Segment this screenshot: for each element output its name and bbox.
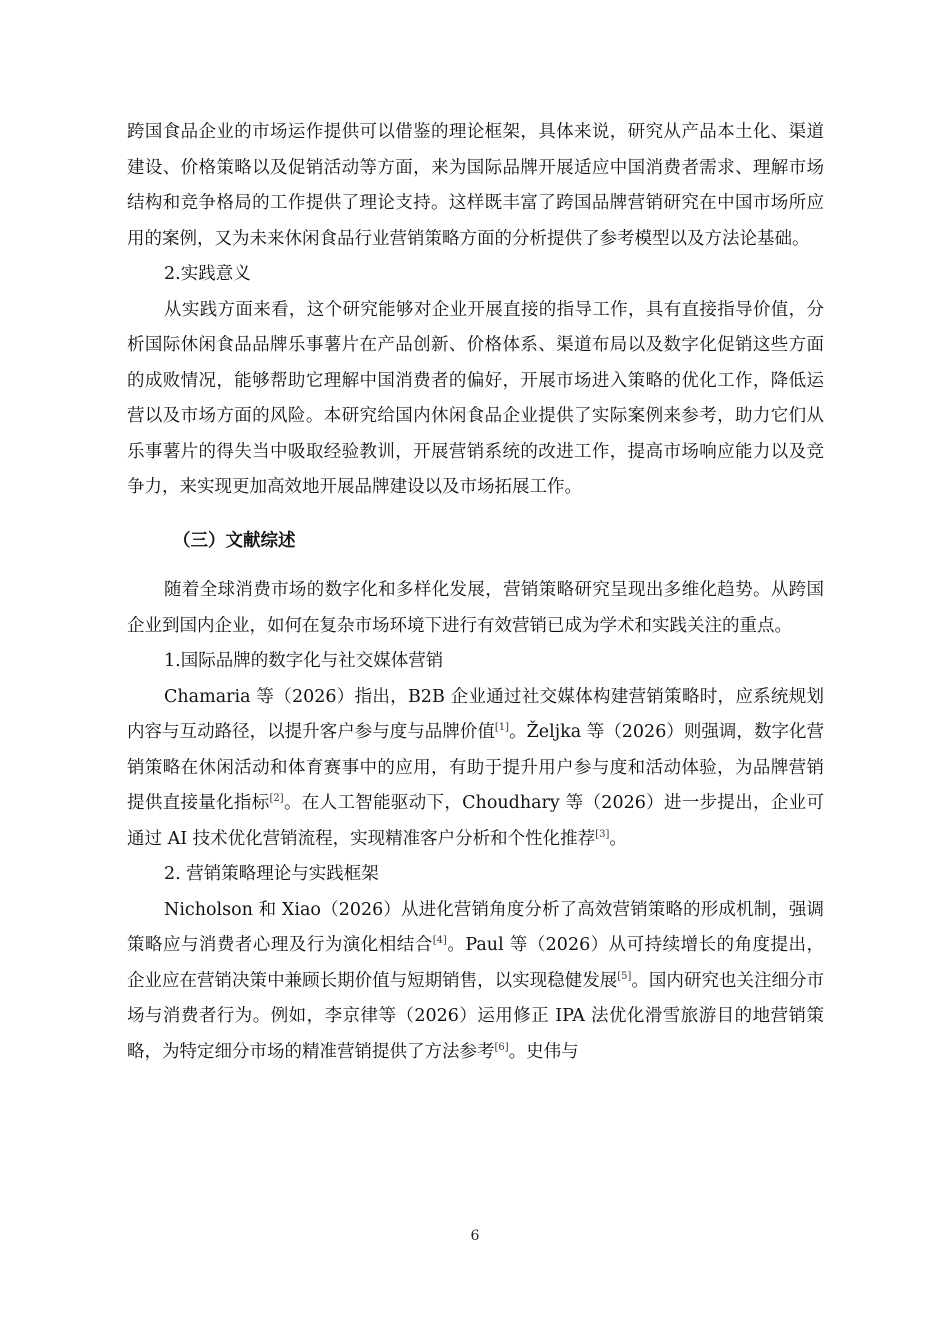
paragraph-theory-continued: 跨国食品企业的市场运作提供可以借鉴的理论框架，具体来说，研究从产品本土化、渠道建设、价格策略以及促销活动等方面，来为国际品牌开展适应中国消费者需求、理解市场结构和竞争格局的工作提供了理论支持。这样既丰富了跨国品牌营销研究在中国市场所应用的案例，又为未来休闲食品行业营销策略方面的分析提供了参考模型以及方法论基础。 [127, 122, 824, 249]
body-text [127, 115, 824, 1070]
paragraph-practical-significance: 从实践方面来看，这个研究能够对企业开展直接的指导工作，具有直接指导价值，分析国际休闲食品品牌乐事薯片在产品创新、价格体系、渠道布局以及数字化促销这些方面的成败情况，能够帮助它理解中国消费者的偏好，开展市场进入策略的优化工作，降低运营以及市场方面的风险。本研究给国内休闲食品企业提供了实际案例来参考，助力它们从乐事薯片的得失当中吸取经验教训，开展营销系统的改进工作，提高市场响应能力以及竞争力，来实现更加高效地开展品牌建设以及市场拓展工作。 [127, 299, 824, 497]
text-run: Nicholson 和 Xiao（2026）从进化营销角度分析了高效营销策略的形成机制，强调策略应与消费者心理及行为演化相结合 [127, 899, 824, 955]
citation-ref: [2] [269, 793, 284, 804]
citation-ref: [6] [494, 1041, 509, 1053]
text-run: 。史伟与 [508, 1041, 579, 1062]
citation-ref: [3] [595, 828, 610, 840]
section-heading-literature-review: （三）文献综述 [173, 530, 296, 551]
citation-ref: [1] [494, 722, 510, 733]
citation-ref: [4] [432, 935, 447, 946]
paragraph-literature-intro: 随着全球消费市场的数字化和多样化发展，营销策略研究呈现出多维化趋势。从跨国企业到国内企业，如何在复杂市场环境下进行有效营销已成为学术和实践关注的重点。 [127, 580, 824, 636]
paragraph-marketing-framework [127, 893, 824, 1071]
text-run: 。Željka 等（2026）则强调，数字化营销策略在休闲活动和体育赛事中的应用，有助于提升用户参与度和活动体验，为品牌营销提供直接量化指标 [127, 722, 824, 813]
citation-ref: [5] [617, 970, 632, 982]
text-run: 。国内研究也关注细分市场与消费者行为。例如，李京律等（2026）运用修正 IPA 法优化滑雪旅游目的地营销策略，为特定细分市场的精准营销提供了方法参考 [127, 970, 824, 1062]
text-run: 。Paul 等（2026）从可持续增长的角度提出，企业应在营销决策中兼顾长期价值与短期销售，以实现稳健发展 [127, 935, 825, 991]
subheading-digital-social-marketing: 1.国际品牌的数字化与社交媒体营销 [164, 651, 444, 671]
text-run: 。 [609, 828, 627, 849]
subheading-marketing-framework: 2. 营销策略理论与实践框架 [164, 864, 379, 884]
text-run: 。在人工智能驱动下，Choudhary 等（2026）进一步提出，企业可通过 AI 技术优化营销流程，实现精准客户分析和个性化推荐 [127, 793, 824, 849]
page-number: 6 [470, 1228, 480, 1244]
paragraph-digital-social-marketing [127, 680, 824, 858]
subheading-practical-significance: 2.实践意义 [164, 264, 251, 284]
text-run: Chamaria 等（2026）指出，B2B 企业通过社交媒体构建营销策略时，应系统规划内容与互动路径，以提升客户参与度与品牌价值 [127, 686, 824, 742]
